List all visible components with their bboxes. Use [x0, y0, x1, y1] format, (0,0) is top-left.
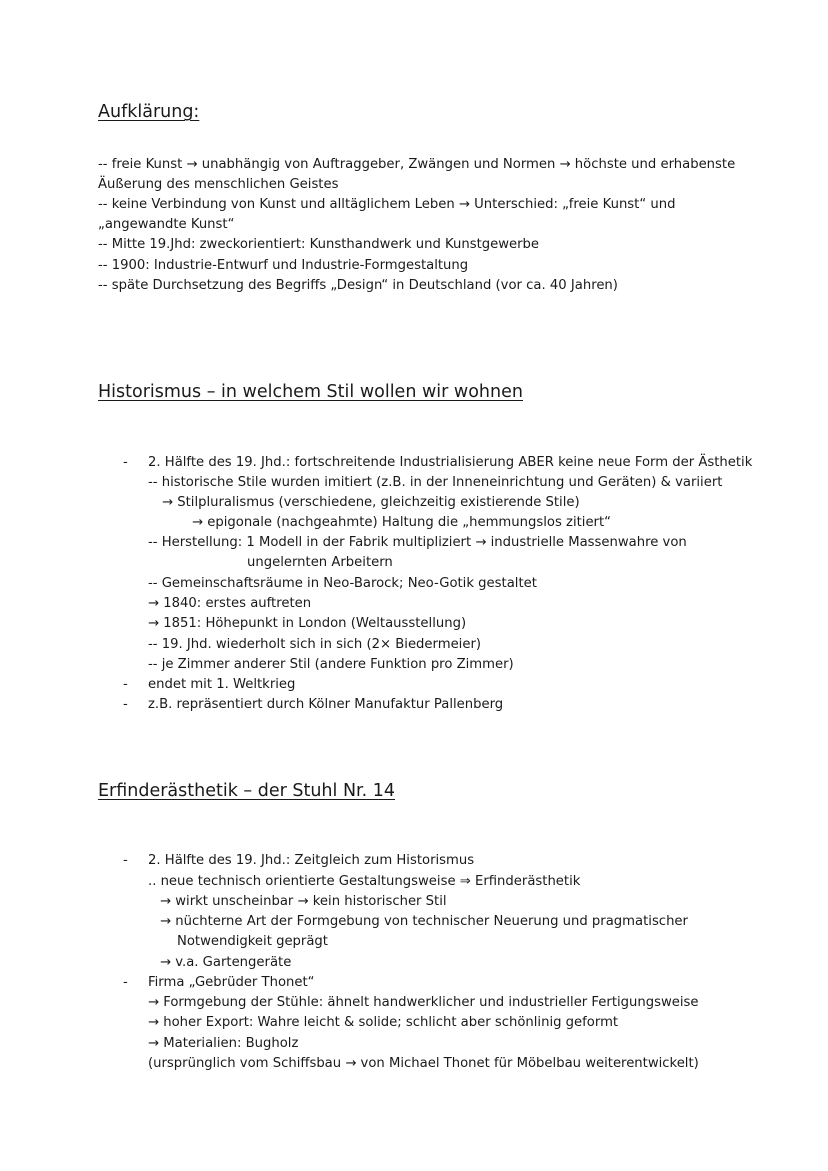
list-bullet: -: [123, 975, 128, 990]
text-line: -- historische Stile wurden imitiert (z.B. in der Inneneinrichtung und Geräten) & variiert: [148, 475, 723, 490]
heading-historismus: Historismus – in welchem Stil wollen wir wohnen: [98, 382, 523, 402]
text-line: -- freie Kunst → unabhängig von Auftraggeber, Zwängen und Normen → höchste und erhabenste: [98, 157, 736, 172]
heading-aufklaerung: Aufklärung:: [98, 102, 200, 122]
text-line: „angewandte Kunst“: [98, 217, 235, 232]
list-bullet: -: [123, 455, 128, 470]
text-line: → Materialien: Bugholz: [148, 1036, 299, 1051]
text-line: ungelernten Arbeitern: [247, 555, 393, 570]
list-item: Firma „Gebrüder Thonet“: [148, 975, 315, 990]
text-line: .. neue technisch orientierte Gestaltungsweise ⇒ Erfinderästhetik: [148, 874, 581, 889]
text-line: -- keine Verbindung von Kunst und alltäglichem Leben → Unterschied: „freie Kunst“ und: [98, 197, 676, 212]
text-line: → epigonale (nachgeahmte) Haltung die „hemmungslos zitiert“: [192, 515, 611, 530]
text-line: → 1840: erstes auftreten: [148, 596, 312, 611]
text-line: Notwendigkeit geprägt: [177, 934, 328, 949]
list-bullet: -: [123, 853, 128, 868]
list-item: endet mit 1. Weltkrieg: [148, 677, 296, 692]
text-line: (ursprünglich vom Schiffsbau → von Michael Thonet für Möbelbau weiterentwickelt): [148, 1056, 699, 1071]
text-line: → wirkt unscheinbar → kein historischer Stil: [160, 894, 447, 909]
list-item: 2. Hälfte des 19. Jhd.: fortschreitende Industrialisierung ABER keine neue Form der Ästhetik: [148, 455, 753, 470]
text-line: → 1851: Höhepunkt in London (Weltausstellung): [148, 616, 467, 631]
text-line: -- späte Durchsetzung des Begriffs „Design“ in Deutschland (vor ca. 40 Jahren): [98, 278, 618, 293]
heading-erfinderaesthetik: Erfinderästhetik – der Stuhl Nr. 14: [98, 781, 396, 801]
text-line: → nüchterne Art der Formgebung von technischer Neuerung und pragmatischer: [160, 914, 688, 929]
list-item: 2. Hälfte des 19. Jhd.: Zeitgleich zum Historismus: [148, 853, 475, 868]
text-line: -- Gemeinschaftsräume in Neo-Barock; Neo-Gotik gestaltet: [148, 576, 537, 591]
text-line: -- Herstellung: 1 Modell in der Fabrik multipliziert → industrielle Massenwahre von: [148, 535, 687, 550]
text-line: -- je Zimmer anderer Stil (andere Funktion pro Zimmer): [148, 657, 514, 672]
text-line: -- 19. Jhd. wiederholt sich in sich (2× Biedermeier): [148, 637, 482, 652]
text-line: → Stilpluralismus (verschiedene, gleichzeitig existierende Stile): [162, 495, 580, 510]
list-bullet: -: [123, 677, 128, 692]
list-bullet: -: [123, 697, 128, 712]
text-line: -- Mitte 19.Jhd: zweckorientiert: Kunsthandwerk und Kunstgewerbe: [98, 237, 540, 252]
text-line: -- 1900: Industrie-Entwurf und Industrie-Formgestaltung: [98, 258, 469, 273]
list-item: z.B. repräsentiert durch Kölner Manufaktur Pallenberg: [148, 697, 504, 712]
text-line: Äußerung des menschlichen Geistes: [98, 177, 339, 192]
text-line: → hoher Export: Wahre leicht & solide; schlicht aber schönlinig geformt: [148, 1015, 619, 1030]
text-line: → v.a. Gartengeräte: [160, 955, 292, 970]
text-line: → Formgebung der Stühle: ähnelt handwerklicher und industrieller Fertigungsweise: [148, 995, 699, 1010]
